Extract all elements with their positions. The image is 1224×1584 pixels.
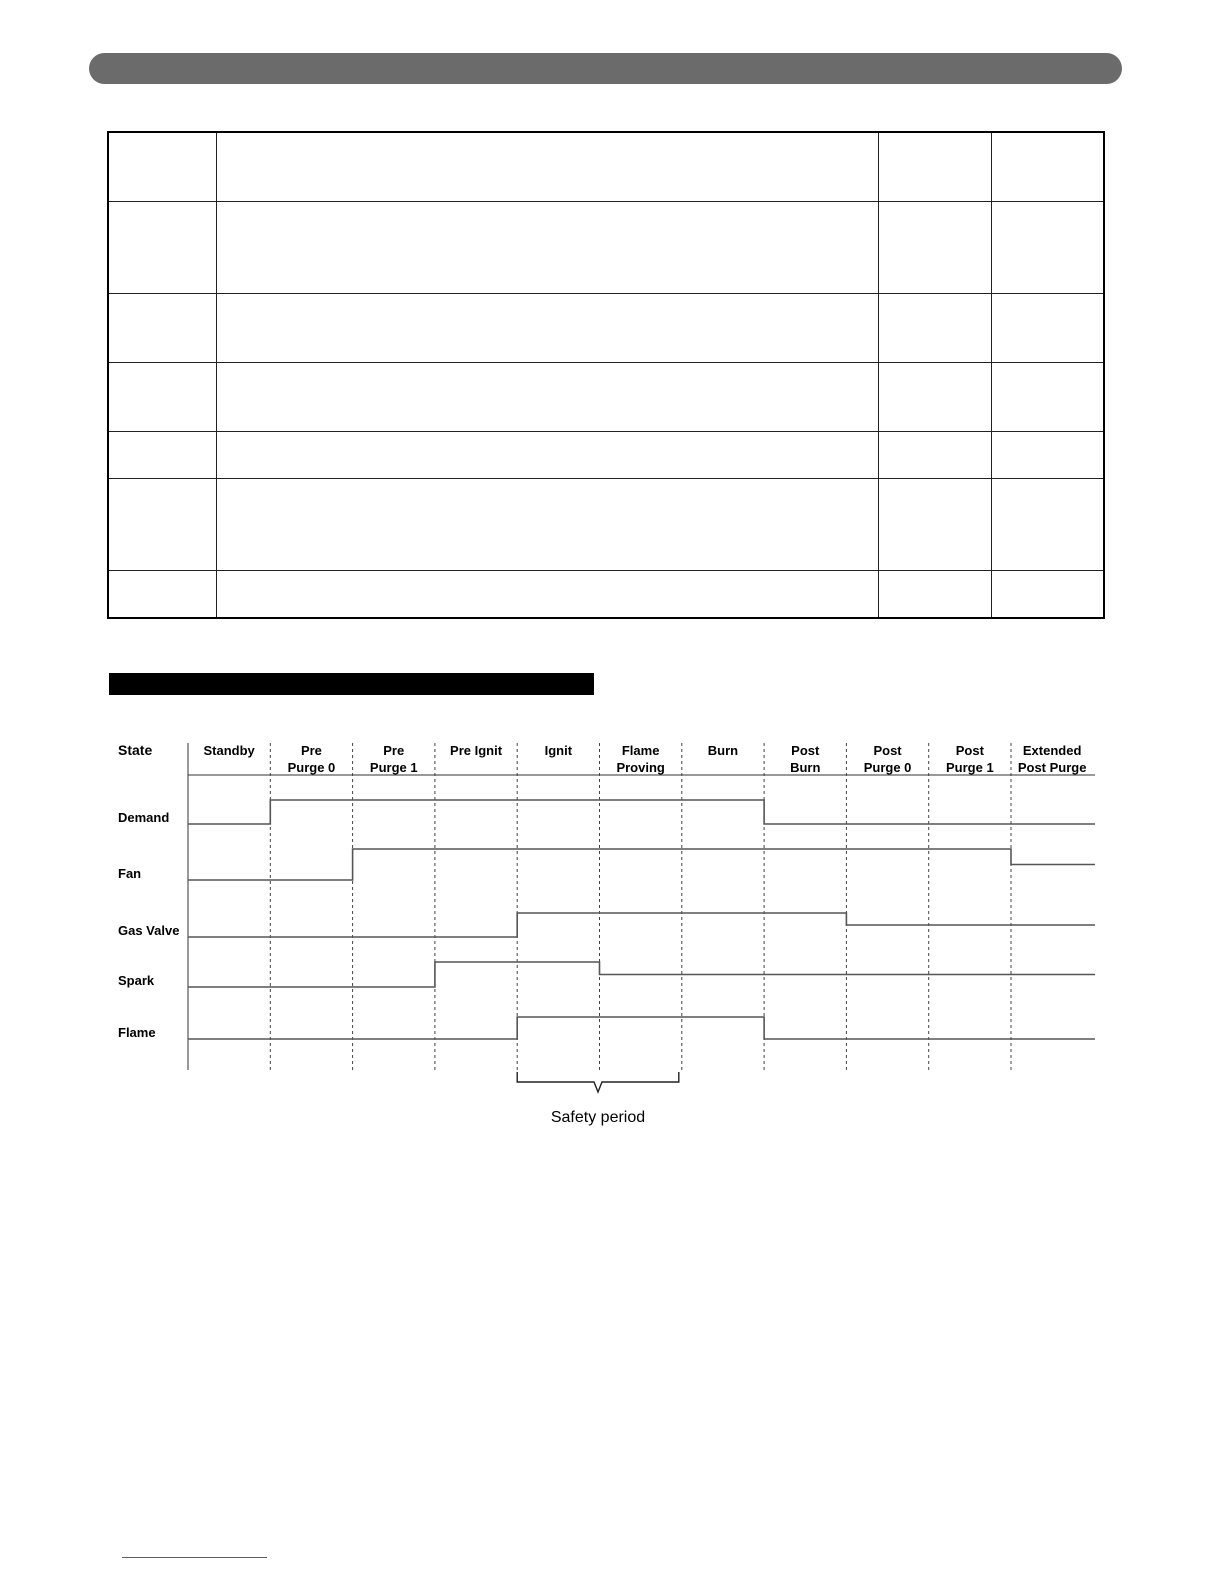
spec-cell-description xyxy=(216,132,878,201)
spec-cell-value1 xyxy=(878,362,991,431)
state-label-line2: Burn xyxy=(790,760,821,775)
state-label-line2: Post Purge xyxy=(1017,760,1087,775)
spec-table-row xyxy=(108,431,1104,478)
waveform-spark xyxy=(188,962,1095,987)
spec-cell-description xyxy=(216,201,878,293)
state-label: Pre Ignit xyxy=(450,743,503,758)
spec-cell-label xyxy=(108,132,216,201)
safety-period-label: Safety period xyxy=(550,1109,646,1126)
state-label: Ignit xyxy=(544,743,573,758)
state-label-line2: Purge 0 xyxy=(863,760,912,775)
spec-cell-value1 xyxy=(878,293,991,362)
spec-table-row xyxy=(108,132,1104,201)
waveform-flame xyxy=(188,1017,1095,1039)
signal-label: Fan xyxy=(118,866,142,881)
state-label: Pre xyxy=(383,743,405,758)
signal-label: Demand xyxy=(118,810,170,825)
signal-label: Spark xyxy=(118,973,155,988)
state-label-line2: Purge 0 xyxy=(287,760,336,775)
spec-cell-label xyxy=(108,431,216,478)
footer-link-underline xyxy=(122,1557,267,1558)
state-label: Extended xyxy=(1022,743,1082,758)
spec-table-row xyxy=(108,362,1104,431)
spec-cell-label xyxy=(108,293,216,362)
spec-cell-description xyxy=(216,362,878,431)
spec-cell-value2 xyxy=(991,362,1104,431)
spec-cell-description xyxy=(216,431,878,478)
spec-cell-value1 xyxy=(878,132,991,201)
spec-cell-description xyxy=(216,293,878,362)
state-label-line2: Purge 1 xyxy=(946,760,994,775)
spec-cell-description xyxy=(216,570,878,618)
spec-cell-label xyxy=(108,201,216,293)
state-label: Post xyxy=(791,743,820,758)
waveform-demand xyxy=(188,800,1095,824)
state-label: Standby xyxy=(203,743,255,758)
header-bar xyxy=(89,53,1122,84)
burner-sequence-timing-diagram xyxy=(100,730,1100,1130)
state-label-line2: Proving xyxy=(616,760,665,775)
state-label: Post xyxy=(955,743,984,758)
waveform-gas-valve xyxy=(188,913,1095,937)
spec-cell-value2 xyxy=(991,570,1104,618)
section-heading-bar xyxy=(109,673,594,695)
state-label-line2: Purge 1 xyxy=(369,760,418,775)
spec-table-row xyxy=(108,293,1104,362)
spec-table-row xyxy=(108,201,1104,293)
signal-label: Gas Valve xyxy=(118,923,180,938)
spec-table-row xyxy=(108,570,1104,618)
waveform-fan xyxy=(188,849,1095,880)
state-row-header: State xyxy=(118,742,153,758)
spec-cell-value1 xyxy=(878,201,991,293)
spec-cell-description xyxy=(216,478,878,570)
spec-cell-value1 xyxy=(878,570,991,618)
spec-cell-value1 xyxy=(878,478,991,570)
signal-label: Flame xyxy=(118,1025,156,1040)
state-label: Flame xyxy=(621,743,660,758)
spec-cell-value2 xyxy=(991,132,1104,201)
spec-cell-value2 xyxy=(991,293,1104,362)
spec-table-row xyxy=(108,478,1104,570)
spec-table xyxy=(107,131,1105,619)
safety-period-brace xyxy=(517,1072,679,1092)
state-label: Pre xyxy=(300,743,322,758)
spec-cell-value2 xyxy=(991,478,1104,570)
spec-cell-label xyxy=(108,362,216,431)
spec-cell-value2 xyxy=(991,431,1104,478)
spec-cell-value2 xyxy=(991,201,1104,293)
spec-cell-label xyxy=(108,570,216,618)
state-label: Burn xyxy=(707,743,739,758)
spec-cell-label xyxy=(108,478,216,570)
state-label: Post xyxy=(873,743,902,758)
spec-cell-value1 xyxy=(878,431,991,478)
